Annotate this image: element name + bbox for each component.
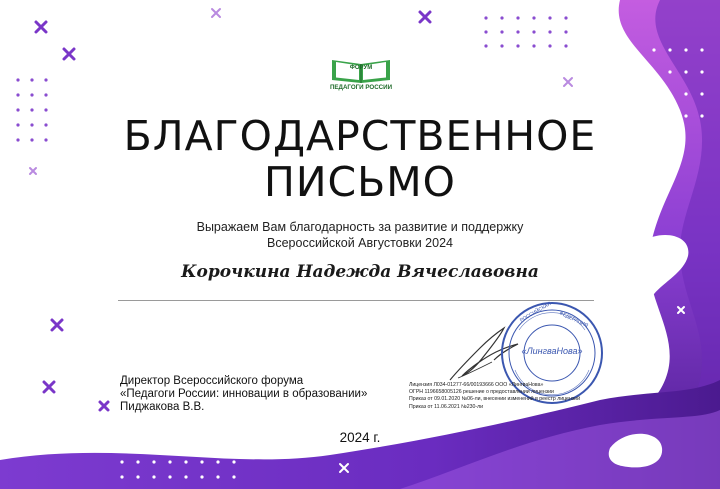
- dot-grid-top: [484, 16, 567, 47]
- director-line-3: Пиджакова В.В.: [120, 401, 205, 413]
- gratitude-line-1: Выражаем Вам благодарность за развитие и поддержку: [196, 220, 524, 234]
- svg-text:ФЕДЕРАЦИЯ: ФЕДЕРАЦИЯ: [558, 310, 589, 329]
- license-info: [409, 382, 624, 411]
- license-line-1: Лицензия Л034-01277-66/00193666 ООО «ЛингваНова»: [409, 382, 544, 388]
- forum-logo: [328, 56, 394, 94]
- license-line-3: Приказ от 09.01.2020 №06-ли, внесении изменений в реестр лицензий: [409, 396, 580, 403]
- logo-bottom-text: ПЕДАГОГИ РОССИИ: [329, 84, 393, 91]
- license-line-4: Приказ от 11.06.2021 №230-ли: [409, 403, 484, 410]
- logo-top-text: ФОРУМ: [349, 65, 373, 71]
- svg-text:РОССИЙСКАЯ: РОССИЙСКАЯ: [519, 301, 553, 324]
- title-line-1: БЛАГОДАРСТВЕННОЕ: [123, 112, 597, 160]
- certificate-year: 2024 г.: [339, 430, 381, 445]
- stamp-center-text: «ЛингваНова»: [521, 346, 583, 356]
- director-line-2: «Педагоги России: инновации в образовании»: [120, 388, 368, 400]
- recipient-name: Корочкина Надежда Вячеславовна: [181, 262, 539, 282]
- director-line-1: Директор Всероссийского форума: [120, 375, 304, 387]
- director-signature-block: [120, 375, 367, 414]
- license-line-2: ОГРН 1196658005126 решение о предоставлении лицензии: [409, 389, 554, 396]
- title-line-2: ПИСЬМО: [264, 158, 456, 206]
- gratitude-line-2: Всероссийской Августовки 2024: [267, 236, 453, 250]
- dot-grid-left: [16, 78, 47, 141]
- gratitude-text: [110, 219, 610, 251]
